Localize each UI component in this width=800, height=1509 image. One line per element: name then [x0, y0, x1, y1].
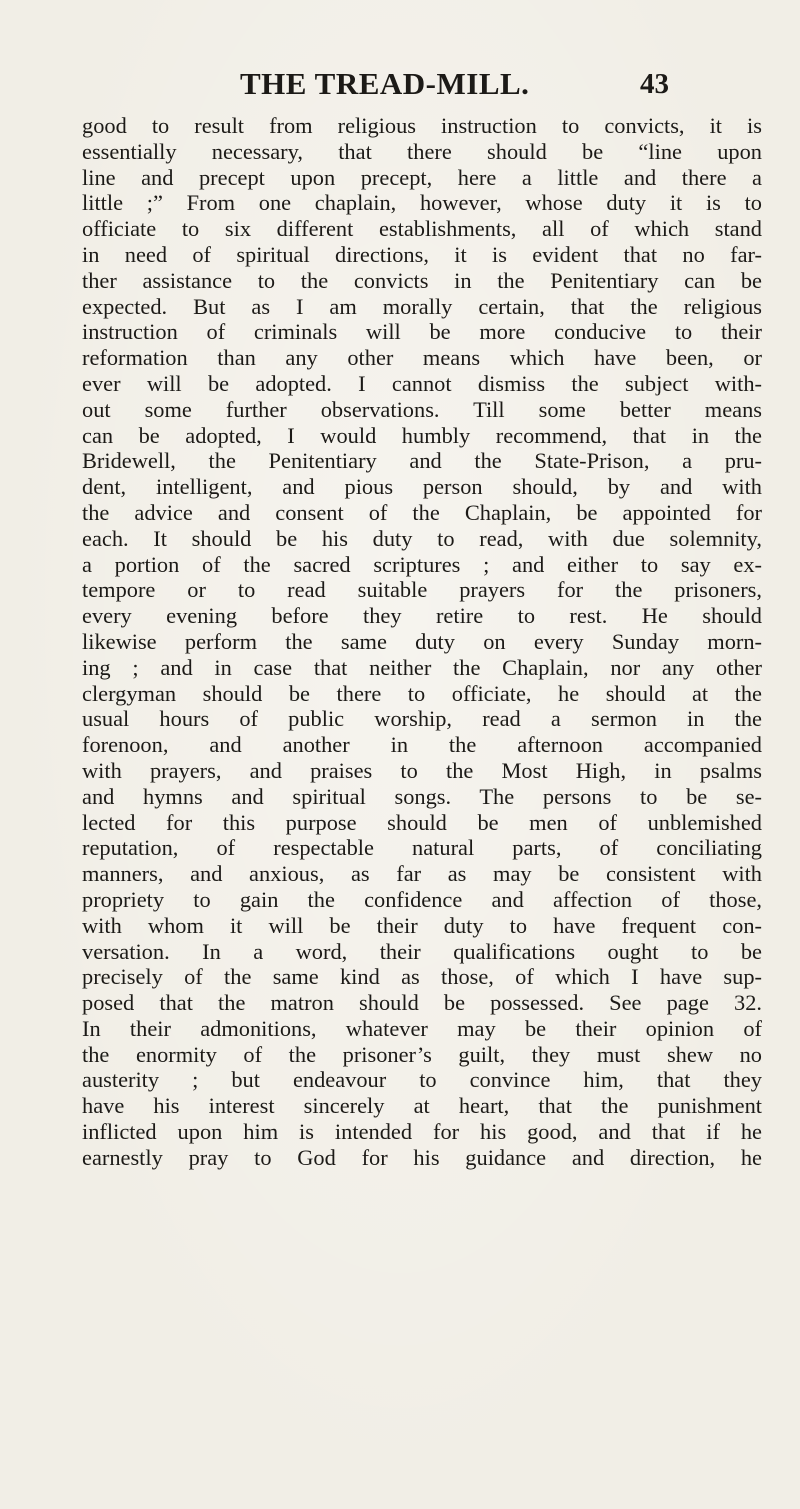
text-line: reputation, of respectable natural parts, of conciliating [82, 835, 762, 861]
text-line: Bridewell, the Penitentiary and the State-Prison, a pru- [82, 448, 762, 474]
text-line: precisely of the same kind as those, of which I have sup- [82, 964, 762, 990]
text-line: dent, intelligent, and pious person should, by and with [82, 474, 762, 500]
text-line: every evening before they retire to rest. He should [82, 603, 762, 629]
text-line: expected. But as I am morally certain, that the religious [82, 293, 762, 319]
text-line: can be adopted, I would humbly recommend, that in the [82, 422, 762, 448]
text-line: lected for this purpose should be men of unblemished [82, 809, 762, 835]
text-line: usual hours of public worship, read a sermon in the [82, 706, 762, 732]
text-line: the advice and consent of the Chaplain, be appointed for [82, 499, 762, 525]
running-head-title: THE TREAD-MILL. [240, 66, 530, 101]
text-line: reformation than any other means which have been, or [82, 345, 762, 371]
running-head [0, 60, 800, 100]
text-line: ther assistance to the convicts in the Penitentiary can be [82, 267, 762, 293]
text-line: likewise perform the same duty on every Sunday morn- [82, 628, 762, 654]
text-line: a portion of the sacred scriptures ; and either to say ex- [82, 551, 762, 577]
text-line: forenoon, and another in the afternoon accompanied [82, 732, 762, 758]
page-number: 43 [640, 68, 669, 100]
text-line: essentially necessary, that there should be “line upon [82, 138, 762, 164]
text-line: clergyman should be there to officiate, he should at the [82, 680, 762, 706]
text-line: officiate to six different establishments, all of which stand [82, 216, 762, 242]
text-line: inflicted upon him is intended for his good, and that if he [82, 1119, 762, 1145]
text-line: tempore or to read suitable prayers for the prisoners, [82, 577, 762, 603]
text-line: the enormity of the prisoner’s guilt, they must shew no [82, 1041, 762, 1067]
text-line: austerity ; but endeavour to convince him, that they [82, 1067, 762, 1093]
body-text [82, 113, 762, 1171]
text-line: posed that the matron should be possessed. See page 32. [82, 990, 762, 1016]
text-line: little ;” From one chaplain, however, whose duty it is to [82, 190, 762, 216]
text-line: ing ; and in case that neither the Chaplain, nor any other [82, 654, 762, 680]
text-line: earnestly pray to God for his guidance and direction, he [82, 1144, 762, 1170]
text-line: good to result from religious instruction to convicts, it is [82, 113, 762, 138]
text-line: have his interest sincerely at heart, that the punishment [82, 1093, 762, 1119]
text-line: each. It should be his duty to read, with due solemnity, [82, 525, 762, 551]
text-line: line and precept upon precept, here a little and there a [82, 164, 762, 190]
text-line: with prayers, and praises to the Most High, in psalms [82, 757, 762, 783]
text-line: ever will be adopted. I cannot dismiss the subject with- [82, 370, 762, 396]
text-line: out some further observations. Till some better means [82, 396, 762, 422]
text-line: propriety to gain the confidence and affection of those, [82, 886, 762, 912]
text-line: with whom it will be their duty to have frequent con- [82, 912, 762, 938]
text-line: In their admonitions, whatever may be their opinion of [82, 1015, 762, 1041]
text-line: instruction of criminals will be more conducive to their [82, 319, 762, 345]
text-line: versation. In a word, their qualifications ought to be [82, 938, 762, 964]
text-line: manners, and anxious, as far as may be consistent with [82, 861, 762, 887]
text-line: in need of spiritual directions, it is evident that no far- [82, 241, 762, 267]
text-line: and hymns and spiritual songs. The persons to be se- [82, 783, 762, 809]
